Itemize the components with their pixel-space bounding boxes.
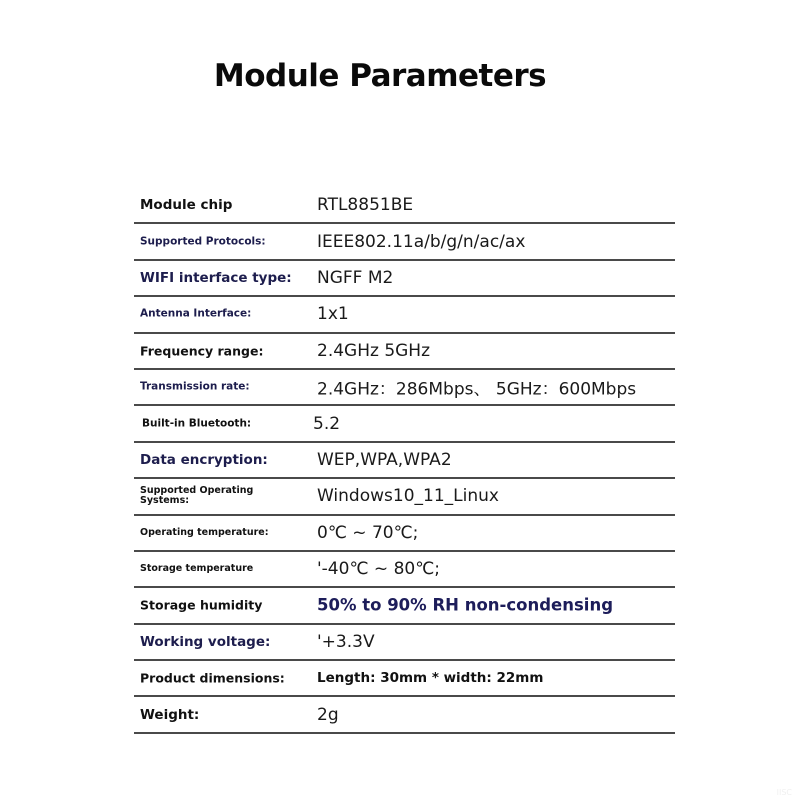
table-row-weight bbox=[134, 697, 675, 733]
table-row-storage-temperature bbox=[134, 552, 675, 588]
row-label: Transmission rate: bbox=[140, 380, 250, 393]
table-row-built-in-bluetooth bbox=[134, 406, 675, 442]
table-row-operating-temperature bbox=[134, 516, 675, 552]
table-row-supported-protocols bbox=[134, 224, 675, 260]
table-row-data-encryption bbox=[134, 443, 675, 479]
table-row-module-chip bbox=[134, 188, 675, 224]
row-label: Supported Protocols: bbox=[140, 235, 266, 248]
row-label: Frequency range: bbox=[140, 343, 264, 359]
table-row-frequency-range bbox=[134, 334, 675, 370]
parameters-table bbox=[134, 188, 675, 734]
row-value: IEEE802.11a/b/g/n/ac/ax bbox=[317, 231, 526, 252]
row-value: '+3.3V bbox=[317, 631, 375, 652]
page-title: Module Parameters bbox=[213, 58, 547, 94]
row-value: 5.2 bbox=[313, 413, 341, 434]
row-value: 2.4GHz 5GHz bbox=[317, 340, 431, 361]
row-value: WEP,WPA,WPA2 bbox=[317, 449, 452, 470]
row-value: RTL8851BE bbox=[317, 195, 414, 216]
table-row-wifi-interface-type bbox=[134, 261, 675, 297]
row-label: Data encryption: bbox=[140, 451, 268, 468]
row-value: 2.4GHz：286Mbps、 5GHz：600Mbps bbox=[317, 379, 637, 400]
row-label: Product dimensions: bbox=[140, 670, 285, 686]
row-label: Storage humidity bbox=[140, 597, 263, 613]
table-row-supported-operating-systems bbox=[134, 479, 675, 515]
table-row-transmission-rate bbox=[134, 370, 675, 406]
table-row-antenna-interface bbox=[134, 297, 675, 333]
row-value: 2g bbox=[317, 704, 339, 725]
table-row-working-voltage bbox=[134, 625, 675, 661]
row-label: WIFI interface type: bbox=[140, 269, 292, 286]
row-value: NGFF M2 bbox=[317, 267, 394, 288]
row-value: Windows10_11_Linux bbox=[317, 486, 499, 507]
row-value: 1x1 bbox=[317, 304, 349, 325]
row-label: Built-in Bluetooth: bbox=[142, 417, 252, 430]
row-label: Operating temperature: bbox=[140, 526, 269, 538]
row-value: 50% to 90% RH non-condensing bbox=[317, 595, 614, 615]
table-row-storage-humidity bbox=[134, 588, 675, 624]
row-label: Antenna Interface: bbox=[140, 307, 252, 320]
row-label: Module chip bbox=[140, 197, 233, 214]
row-value: '-40℃ ~ 80℃; bbox=[317, 559, 441, 580]
row-value: Length: 30mm * width: 22mm bbox=[317, 670, 544, 687]
row-label: Supported Operating Systems: bbox=[140, 485, 254, 507]
row-label: Storage temperature bbox=[140, 563, 254, 575]
row-label: Weight: bbox=[140, 706, 200, 723]
table-row-product-dimensions bbox=[134, 661, 675, 697]
watermark: IISC bbox=[776, 788, 792, 797]
row-label: Working voltage: bbox=[140, 633, 271, 650]
row-value: 0℃ ~ 70℃; bbox=[317, 522, 419, 543]
